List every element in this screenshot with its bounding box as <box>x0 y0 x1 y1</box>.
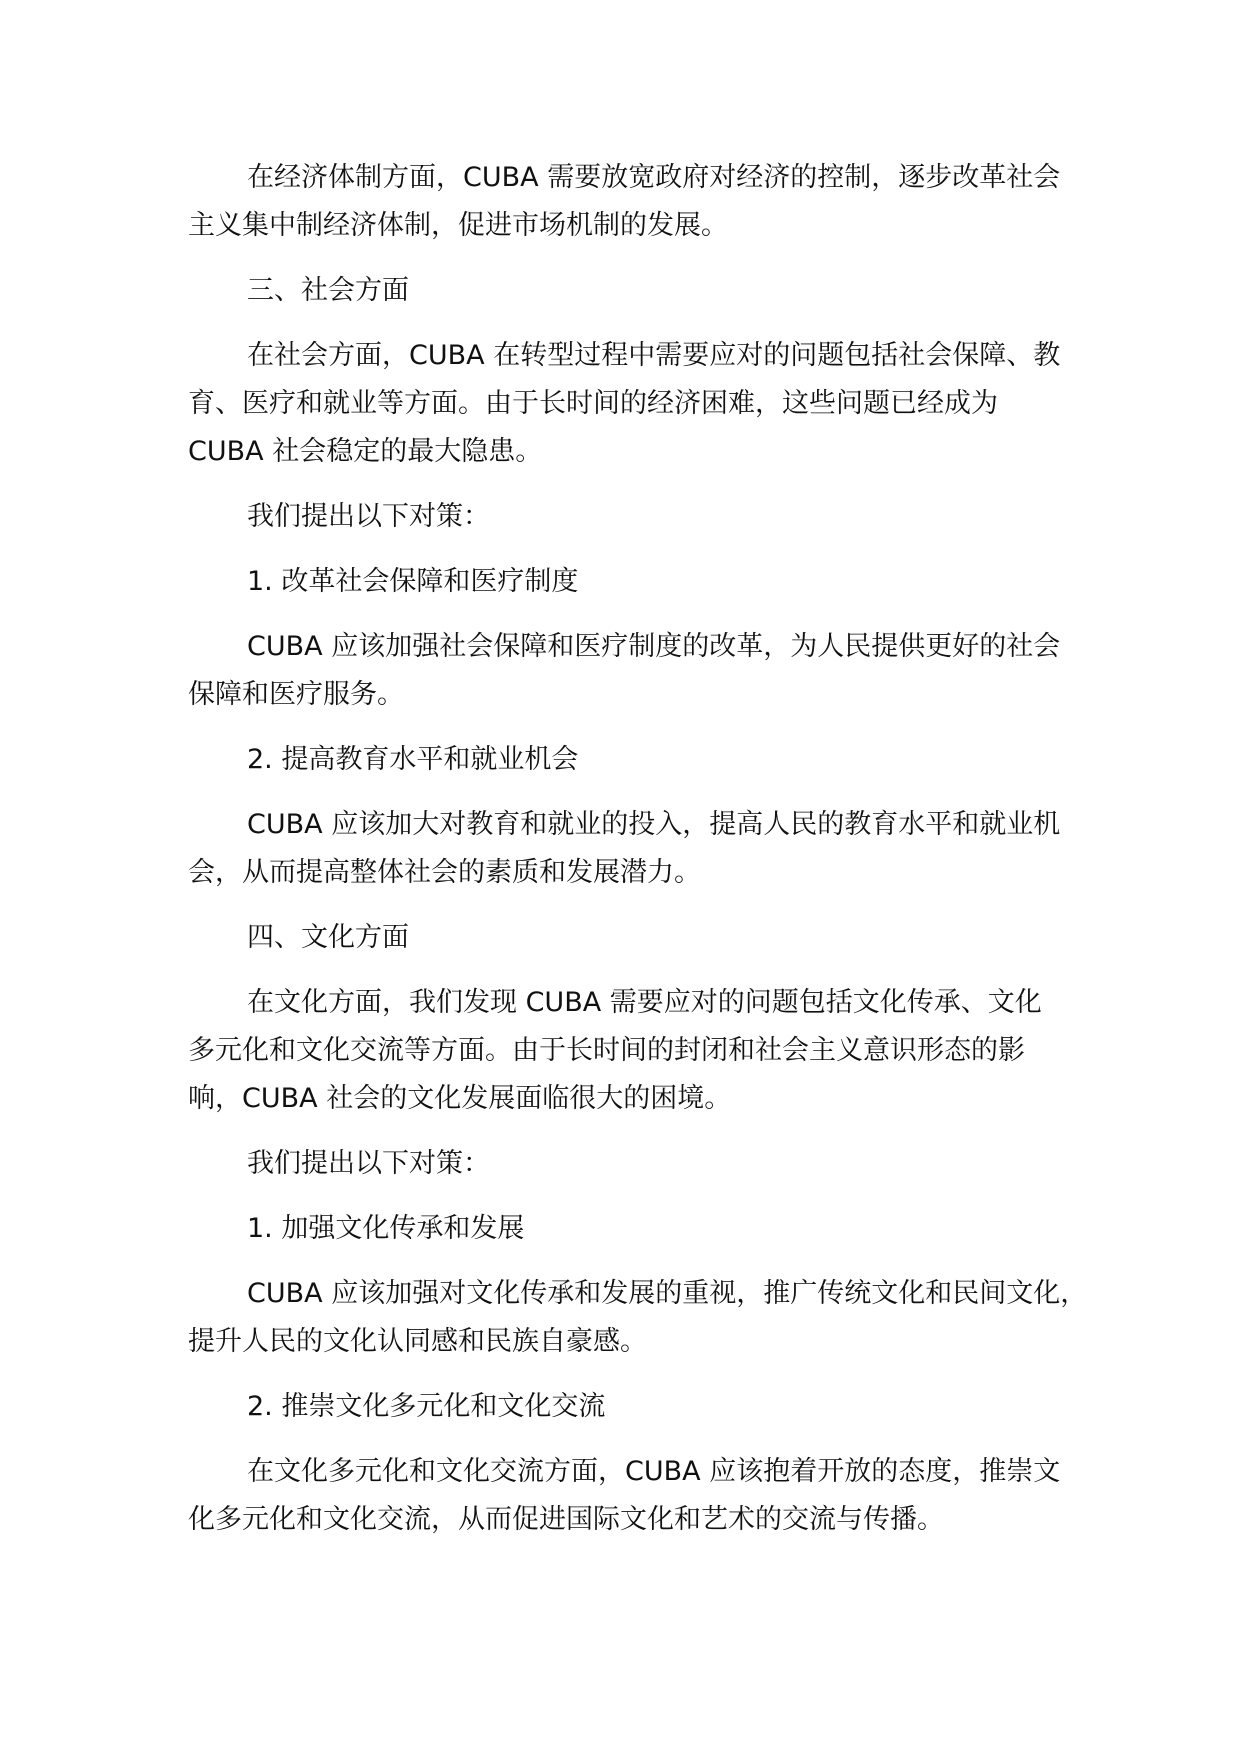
paragraph-line: 化多元化和文化交流，从而促进国际文化和艺术的交流与传播。 <box>188 1504 944 1535</box>
list-heading-cultural-heritage <box>188 1205 1088 1253</box>
list-heading-social-security <box>188 558 1088 606</box>
paragraph-line: 育、医疗和就业等方面。由于长时间的经济困难，这些问题已经成为 <box>188 388 998 419</box>
paragraph-cultural-diversity <box>188 1448 1088 1544</box>
paragraph-social-issues <box>188 332 1088 476</box>
list-heading-cultural-diversity <box>188 1383 1088 1431</box>
paragraph-education <box>188 801 1088 897</box>
paragraph-culture-issues <box>188 979 1088 1123</box>
paragraph-cultural-heritage <box>188 1270 1088 1366</box>
paragraph-line: 在社会方面，CUBA 在转型过程中需要应对的问题包括社会保障、教 <box>247 340 1061 371</box>
heading-line: 2. 提高教育水平和就业机会 <box>247 744 579 775</box>
paragraph-line: 在文化方面，我们发现 CUBA 需要应对的问题包括文化传承、文化 <box>247 987 1042 1018</box>
paragraph-line: CUBA 应该加强社会保障和医疗制度的改革，为人民提供更好的社会 <box>247 631 1061 662</box>
paragraph-line: 在文化多元化和文化交流方面，CUBA 应该抱着开放的态度，推崇文 <box>247 1456 1061 1487</box>
paragraph-economic-system <box>188 154 1088 250</box>
heading-line: 2. 推崇文化多元化和文化交流 <box>247 1391 606 1422</box>
paragraph-line: CUBA 应该加大对教育和就业的投入，提高人民的教育水平和就业机 <box>247 809 1061 840</box>
heading-line: 四、文化方面 <box>247 922 409 953</box>
heading-line: 1. 加强文化传承和发展 <box>247 1213 525 1244</box>
paragraph-line: 提升人民的文化认同感和民族自豪感。 <box>188 1326 647 1357</box>
list-heading-education <box>188 736 1088 784</box>
heading-line: 1. 改革社会保障和医疗制度 <box>247 566 579 597</box>
paragraph-line: 我们提出以下对策： <box>247 501 490 532</box>
document-body <box>188 154 1088 1561</box>
paragraph-line: 主义集中制经济体制，促进市场机制的发展。 <box>188 210 728 241</box>
paragraph-line: 多元化和文化交流等方面。由于长时间的封闭和社会主义意识形态的影 <box>188 1035 1025 1066</box>
paragraph-line: 会，从而提高整体社会的素质和发展潜力。 <box>188 857 701 888</box>
paragraph-line: 响，CUBA 社会的文化发展面临很大的困境。 <box>188 1083 732 1114</box>
paragraph-line: 我们提出以下对策： <box>247 1148 490 1179</box>
paragraph-line: CUBA 应该加强对文化传承和发展的重视，推广传统文化和民间文化， <box>247 1278 1088 1309</box>
heading-line: 三、社会方面 <box>247 275 409 306</box>
section-heading-culture <box>188 914 1088 962</box>
paragraph-countermeasures-intro-2 <box>188 1140 1088 1188</box>
section-heading-social <box>188 267 1088 315</box>
paragraph-countermeasures-intro <box>188 493 1088 541</box>
paragraph-line: 保障和医疗服务。 <box>188 679 404 710</box>
paragraph-line: 在经济体制方面，CUBA 需要放宽政府对经济的控制，逐步改革社会 <box>247 162 1061 193</box>
paragraph-social-security <box>188 623 1088 719</box>
paragraph-line: CUBA 社会稳定的最大隐患。 <box>188 436 543 467</box>
